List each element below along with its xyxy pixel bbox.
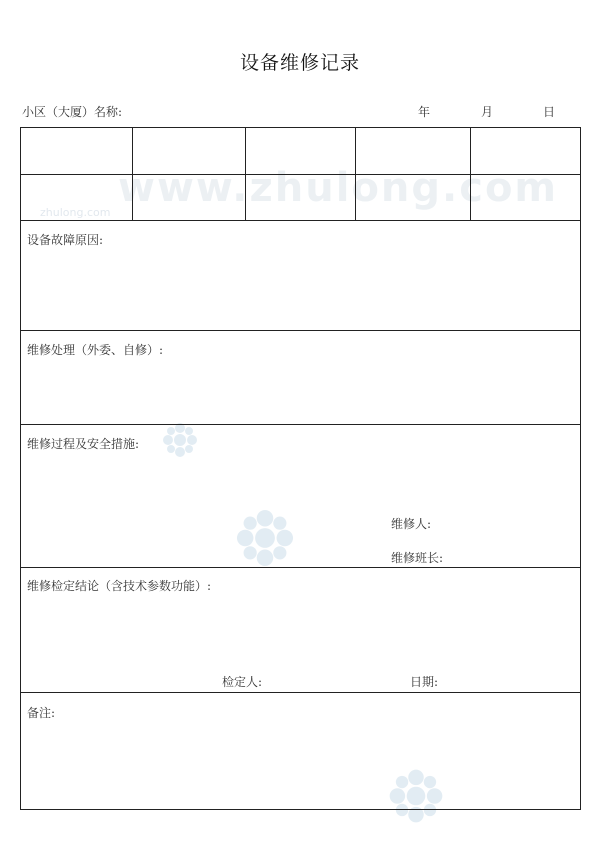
section-divider <box>21 692 580 693</box>
handling-label: 维修处理（外委、自修）: <box>27 343 164 357</box>
date-label: 日期: <box>410 675 439 689</box>
grid-column-divider <box>245 128 246 220</box>
grid-column-divider <box>470 128 471 220</box>
section-divider <box>21 424 580 425</box>
repairer-label: 维修人: <box>391 517 432 531</box>
grid-column-divider <box>355 128 356 220</box>
conclusion-label: 维修检定结论（含技术参数功能）: <box>27 579 212 593</box>
watermark-text: www.zhulong.com <box>118 165 559 211</box>
community-name-label: 小区（大厦）名称: <box>22 105 123 119</box>
watermark-small-text: zhulong.com <box>40 206 111 219</box>
repair-record-form <box>20 127 581 810</box>
inspector-label: 检定人: <box>222 675 263 689</box>
month-label: 月 <box>481 105 494 119</box>
grid-column-divider <box>132 128 133 220</box>
section-divider <box>21 330 580 331</box>
remarks-label: 备注: <box>27 706 56 720</box>
section-divider <box>21 567 580 568</box>
team-leader-label: 维修班长: <box>391 551 444 565</box>
grid-row-divider <box>21 174 580 175</box>
process-safety-label: 维修过程及安全措施: <box>27 437 140 451</box>
fault-cause-label: 设备故障原因: <box>27 233 104 247</box>
page-title: 设备维修记录 <box>239 52 360 74</box>
year-label: 年 <box>418 105 431 119</box>
day-label: 日 <box>543 105 556 119</box>
grid-bottom-border <box>21 220 580 221</box>
